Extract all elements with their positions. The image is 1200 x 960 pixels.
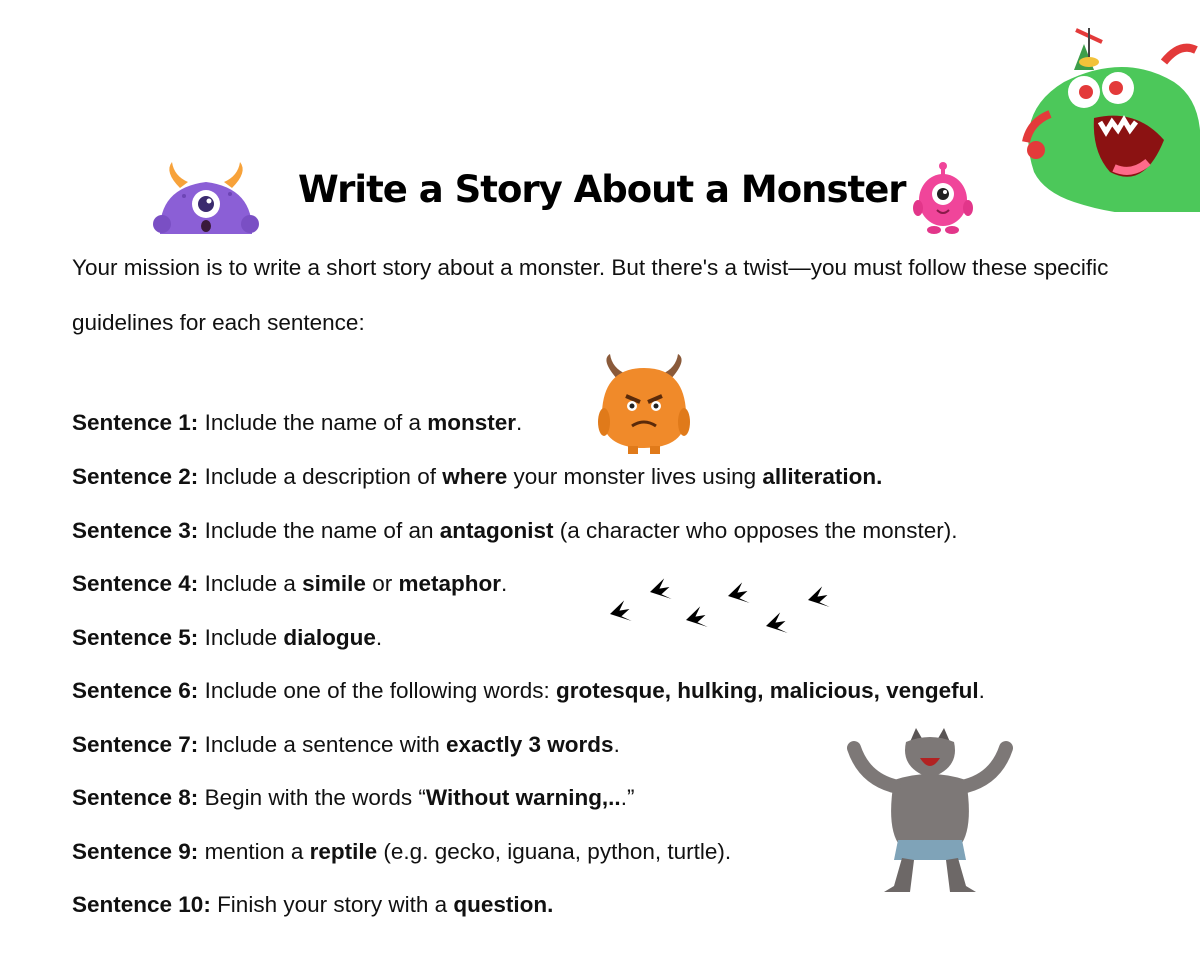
sentence-text: Include the name of an — [198, 518, 440, 543]
sentence-text: . — [978, 678, 985, 703]
sentence-text: . — [375, 625, 383, 650]
sentence-keyword: antagonist — [439, 518, 554, 543]
page-title: Write a Story About a Monster — [298, 168, 906, 211]
sentence-text: your monster lives using — [507, 464, 763, 489]
sentence-rule-7: Sentence 7: Include a sentence with exactly 3 words. — [72, 732, 620, 757]
sentence-rule-4: Sentence 4: Include a simile or metaphor. — [72, 571, 508, 596]
sentence-text: Include a sentence with — [198, 732, 446, 757]
sentence-keyword: monster — [427, 410, 516, 435]
sentence-keyword: grotesque, hulking, malicious, vengeful — [556, 678, 979, 703]
sentence-keyword: dialogue — [283, 625, 376, 650]
sentence-text: . — [613, 732, 620, 757]
sentence-text: . — [516, 410, 523, 435]
sentence-text: Begin with the words “ — [198, 785, 426, 810]
sentence-text: Include the name of a — [198, 410, 428, 435]
sentence-rule-6: Sentence 6: Include one of the following words: grotesque, hulking, malicious, vengeful. — [72, 678, 985, 703]
intro-paragraph: Your mission is to write a short story about a monster. But there's a twist—you must follow these specific guidelines for each sentence: — [72, 255, 1109, 335]
sentence-keyword: alliteration. — [762, 464, 883, 489]
sentence-text: . — [500, 571, 508, 596]
sentence-rule-3: Sentence 3: Include the name of an antagonist (a character who opposes the monster). — [72, 518, 958, 543]
sentence-rule-2: Sentence 2: Include a description of where your monster lives using alliteration. — [72, 464, 883, 489]
sentence-keyword: reptile — [309, 839, 378, 864]
footprints-illustration — [600, 574, 850, 654]
sentence-text: (e.g. gecko, iguana, python, turtle). — [377, 839, 732, 864]
orange-monster-illustration — [592, 352, 696, 456]
purple-monster-illustration — [150, 158, 262, 234]
sentence-keyword: where — [442, 464, 508, 489]
sentence-rule-1: Sentence 1: Include the name of a monster. — [72, 410, 523, 435]
sentence-rule-8: Sentence 8: Begin with the words “Without warning,...” — [72, 785, 635, 810]
sentence-text: Finish your story with a — [210, 892, 454, 917]
sentence-text: Include a description of — [198, 464, 443, 489]
sentence-text: .” — [620, 785, 635, 810]
sentence-rule-9: Sentence 9: mention a reptile (e.g. gecko, iguana, python, turtle). — [72, 839, 732, 864]
sentence-text: Include a — [198, 571, 303, 596]
sentence-rule-5: Sentence 5: Include dialogue. — [72, 625, 383, 650]
sentence-rule-10: Sentence 10: Finish your story with a question. — [72, 892, 554, 917]
sentence-keyword: simile — [302, 571, 366, 596]
werewolf-illustration — [840, 728, 1020, 898]
pink-monster-illustration — [908, 160, 978, 236]
sentence-text: or — [365, 571, 399, 596]
sentence-keyword: Without warning,.. — [425, 785, 621, 810]
sentence-text: mention a — [198, 839, 310, 864]
sentence-keyword: exactly 3 words — [445, 732, 614, 757]
green-monster-illustration — [1014, 22, 1200, 212]
sentence-text: Include — [198, 625, 284, 650]
sentence-keyword: question. — [453, 892, 554, 917]
sentence-keyword: metaphor — [398, 571, 501, 596]
sentence-text: (a character who opposes the monster). — [553, 518, 958, 543]
sentence-text: Include one of the following words: — [198, 678, 557, 703]
